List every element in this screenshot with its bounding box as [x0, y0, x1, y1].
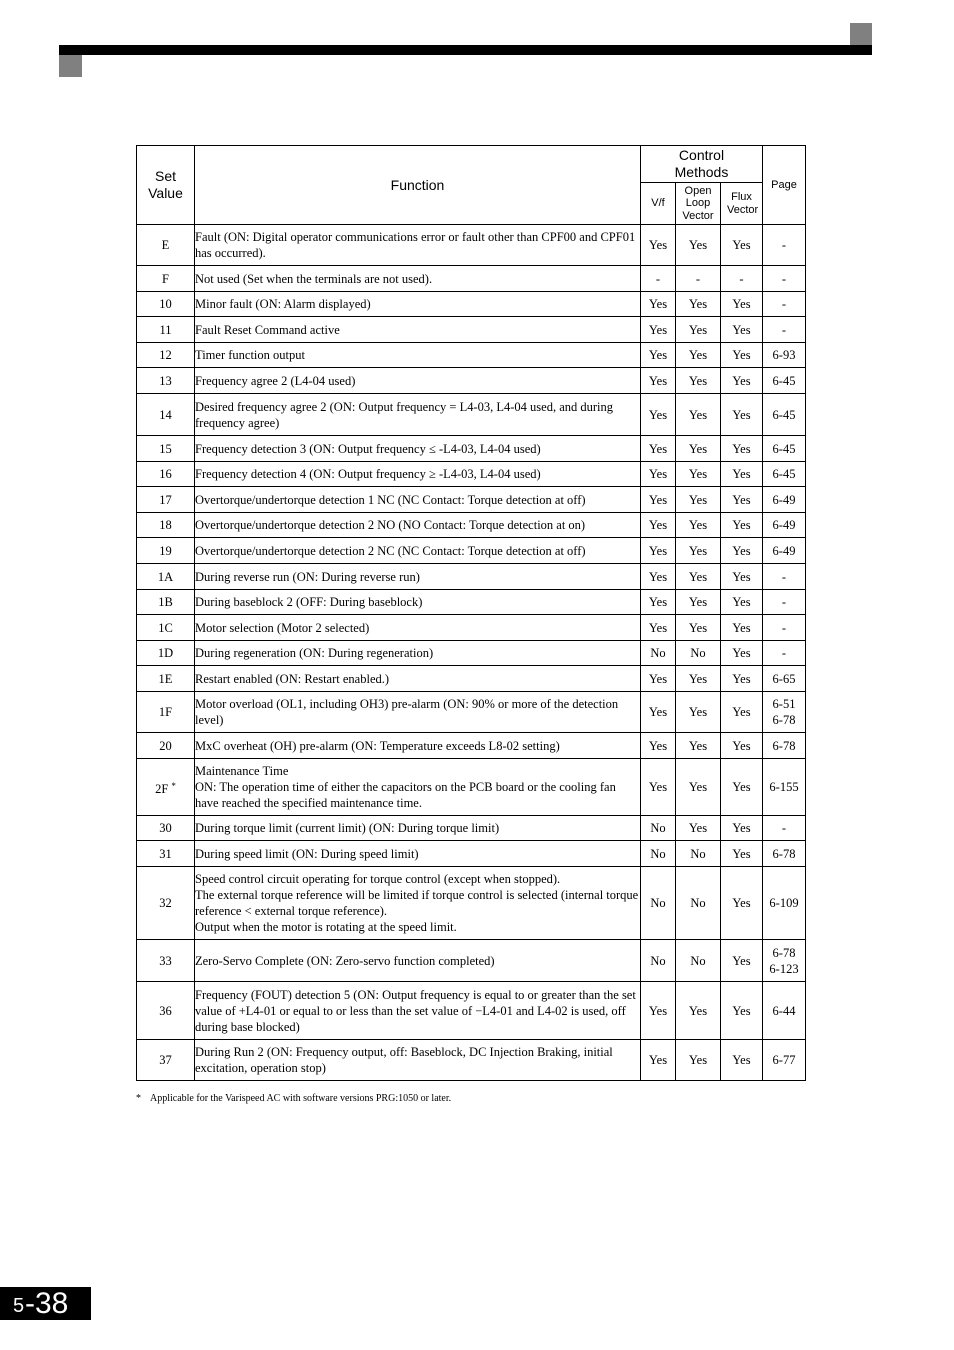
- page-ref-cell: -: [763, 564, 806, 590]
- set-value-cell: [137, 1040, 195, 1081]
- table-row: [137, 317, 806, 343]
- set-value-text: 32: [159, 896, 172, 910]
- function-cell: Timer function output: [195, 343, 641, 368]
- table-row: [137, 641, 806, 666]
- vf-cell: Yes: [641, 436, 676, 462]
- table-row: [137, 436, 806, 462]
- footnote-ref-mark: *: [171, 780, 176, 791]
- vf-cell: Yes: [641, 487, 676, 513]
- table-row: [137, 513, 806, 538]
- vf-cell: Yes: [641, 982, 676, 1040]
- set-value-cell: [137, 666, 195, 692]
- vf-cell: No: [641, 641, 676, 666]
- page-ref-cell: 6-49: [763, 538, 806, 564]
- set-value-cell: [137, 368, 195, 394]
- function-cell: Fault (ON: Digital operator communications error or fault other than CPF00 and CPF01 has occurred).: [195, 225, 641, 266]
- set-value-cell: [137, 462, 195, 487]
- flux-vector-cell: Yes: [721, 641, 763, 666]
- vf-cell: Yes: [641, 317, 676, 343]
- set-value-text: 14: [159, 407, 172, 422]
- table-row: [137, 368, 806, 394]
- open-loop-vector-cell: Yes: [676, 225, 721, 266]
- vf-cell: Yes: [641, 394, 676, 436]
- flux-vector-cell: Yes: [721, 759, 763, 816]
- function-cell: Minor fault (ON: Alarm displayed): [195, 292, 641, 317]
- vf-cell: Yes: [641, 615, 676, 641]
- set-value-cell: [137, 641, 195, 666]
- table-row: [137, 867, 806, 940]
- vf-cell: Yes: [641, 759, 676, 816]
- open-loop-vector-cell: Yes: [676, 462, 721, 487]
- col-header-control-methods: Control Methods: [641, 146, 763, 183]
- table-row: [137, 487, 806, 513]
- vf-cell: Yes: [641, 343, 676, 368]
- set-value-text: 1C: [158, 620, 173, 635]
- flux-vector-cell: Yes: [721, 368, 763, 394]
- flux-vector-cell: Yes: [721, 564, 763, 590]
- flux-vector-cell: Yes: [721, 940, 763, 982]
- footnote: [136, 1093, 451, 1105]
- set-value-cell: [137, 394, 195, 436]
- table-body: [137, 225, 806, 1081]
- page-ref-cell: 6-155: [763, 759, 806, 816]
- open-loop-vector-cell: Yes: [676, 292, 721, 317]
- vf-cell: Yes: [641, 462, 676, 487]
- table-row: [137, 394, 806, 436]
- function-cell: Frequency (FOUT) detection 5 (ON: Output frequency is equal to or greater than the set value of +L4-01 or equal to or less than the set value of −L4-01 and L4-02 is used, off during base blocked): [195, 982, 641, 1040]
- table-row: [137, 462, 806, 487]
- col-header-page: Page: [763, 146, 806, 225]
- set-value-text: 1B: [158, 595, 173, 609]
- flux-vector-cell: Yes: [721, 394, 763, 436]
- col-header-set-value: Set Value: [137, 146, 195, 225]
- page-ref-cell: 6-45: [763, 394, 806, 436]
- open-loop-vector-cell: Yes: [676, 513, 721, 538]
- page-ref-cell: 6-109: [763, 867, 806, 940]
- table-row: [137, 225, 806, 266]
- set-value-cell: [137, 615, 195, 641]
- set-value-text: 16: [159, 467, 172, 481]
- set-value-text: E: [161, 238, 170, 252]
- set-value-text: 20: [159, 738, 172, 753]
- set-value-cell: [137, 940, 195, 982]
- page-ref-cell: 6-77: [763, 1040, 806, 1081]
- open-loop-vector-cell: Yes: [676, 692, 721, 733]
- open-loop-vector-cell: Yes: [676, 615, 721, 641]
- open-loop-vector-cell: Yes: [676, 538, 721, 564]
- page-ref-cell: -: [763, 590, 806, 615]
- flux-vector-cell: Yes: [721, 487, 763, 513]
- set-value-cell: [137, 513, 195, 538]
- set-value-cell: [137, 343, 195, 368]
- set-value-cell: [137, 436, 195, 462]
- function-cell: During Run 2 (ON: Frequency output, off: Baseblock, DC Injection Braking, initial excitation, operation stop): [195, 1040, 641, 1081]
- set-value-text: 1E: [158, 671, 173, 686]
- set-value-table: [136, 145, 806, 1081]
- set-value-cell: [137, 225, 195, 266]
- footnote-mark: *: [136, 1093, 141, 1104]
- page-ref-cell: 6-49: [763, 487, 806, 513]
- table-row: [137, 615, 806, 641]
- set-value-text: 30: [159, 821, 172, 835]
- open-loop-vector-cell: No: [676, 867, 721, 940]
- corner-tab-left: [59, 55, 82, 77]
- vf-cell: Yes: [641, 666, 676, 692]
- page-ref-cell: 6-65: [763, 666, 806, 692]
- col-header-open-loop-vector: Open Loop Vector: [676, 183, 721, 225]
- set-value-cell: [137, 266, 195, 292]
- flux-vector-cell: Yes: [721, 816, 763, 841]
- set-value-text: 10: [159, 297, 172, 311]
- table-row: [137, 292, 806, 317]
- table-row: [137, 564, 806, 590]
- flux-vector-cell: Yes: [721, 317, 763, 343]
- page-ref-cell: 6-49: [763, 513, 806, 538]
- page-ref-cell: -: [763, 292, 806, 317]
- table-row: [137, 666, 806, 692]
- function-cell: During torque limit (current limit) (ON: During torque limit): [195, 816, 641, 841]
- set-value-text: 33: [159, 953, 172, 968]
- flux-vector-cell: Yes: [721, 343, 763, 368]
- function-cell: Maintenance Time ON: The operation time of either the capacitors on the PCB board or the cooling fan have reached the specified maintenance time.: [195, 759, 641, 816]
- flux-vector-cell: Yes: [721, 692, 763, 733]
- table-row: [137, 982, 806, 1040]
- flux-vector-cell: Yes: [721, 462, 763, 487]
- page-ref-cell: -: [763, 225, 806, 266]
- function-cell: During baseblock 2 (OFF: During baseblock): [195, 590, 641, 615]
- vf-cell: Yes: [641, 292, 676, 317]
- table-row: [137, 538, 806, 564]
- open-loop-vector-cell: Yes: [676, 564, 721, 590]
- col-header-vf: V/f: [641, 183, 676, 225]
- vf-cell: No: [641, 940, 676, 982]
- flux-vector-cell: Yes: [721, 733, 763, 759]
- set-value-text: 15: [159, 441, 172, 456]
- function-cell: During speed limit (ON: During speed limit): [195, 841, 641, 867]
- page-ref-cell: 6-78 6-123: [763, 940, 806, 982]
- col-header-function: Function: [195, 146, 641, 225]
- page-ref-cell: 6-45: [763, 436, 806, 462]
- vf-cell: No: [641, 867, 676, 940]
- open-loop-vector-cell: Yes: [676, 343, 721, 368]
- set-value-cell: [137, 759, 195, 816]
- set-value-text: 1D: [157, 646, 174, 660]
- set-value-text: 18: [159, 518, 172, 532]
- function-cell: Motor selection (Motor 2 selected): [195, 615, 641, 641]
- open-loop-vector-cell: Yes: [676, 759, 721, 816]
- open-loop-vector-cell: Yes: [676, 436, 721, 462]
- function-cell: Not used (Set when the terminals are not used).: [195, 266, 641, 292]
- flux-vector-cell: Yes: [721, 666, 763, 692]
- vf-cell: Yes: [641, 564, 676, 590]
- set-value-cell: [137, 867, 195, 940]
- set-value-text: 31: [159, 846, 172, 861]
- set-value-cell: [137, 538, 195, 564]
- page-ref-cell: -: [763, 641, 806, 666]
- open-loop-vector-cell: -: [676, 266, 721, 292]
- function-cell: Frequency detection 3 (ON: Output frequency ≤ -L4-03, L4-04 used): [195, 436, 641, 462]
- set-value-cell: [137, 564, 195, 590]
- table-row: [137, 266, 806, 292]
- table-row: [137, 816, 806, 841]
- table-row: [137, 343, 806, 368]
- function-cell: Overtorque/undertorque detection 1 NC (NC Contact: Torque detection at off): [195, 487, 641, 513]
- vf-cell: Yes: [641, 513, 676, 538]
- table-row: [137, 692, 806, 733]
- function-cell: Motor overload (OL1, including OH3) pre-alarm (ON: 90% or more of the detection level): [195, 692, 641, 733]
- vf-cell: Yes: [641, 692, 676, 733]
- table-row: [137, 1040, 806, 1081]
- table-row: [137, 759, 806, 816]
- open-loop-vector-cell: Yes: [676, 317, 721, 343]
- open-loop-vector-cell: No: [676, 641, 721, 666]
- vf-cell: Yes: [641, 733, 676, 759]
- page-ref-cell: 6-51 6-78: [763, 692, 806, 733]
- flux-vector-cell: -: [721, 266, 763, 292]
- function-cell: During regeneration (ON: During regeneration): [195, 641, 641, 666]
- table-row: [137, 940, 806, 982]
- set-value-cell: [137, 841, 195, 867]
- flux-vector-cell: Yes: [721, 538, 763, 564]
- function-cell: Zero-Servo Complete (ON: Zero-servo function completed): [195, 940, 641, 982]
- footnote-text: Applicable for the Varispeed AC with software versions PRG:1050 or later.: [150, 1093, 452, 1104]
- set-value-text: 11: [159, 322, 172, 337]
- set-value-text: F: [162, 271, 169, 286]
- function-cell: Desired frequency agree 2 (ON: Output frequency = L4-03, L4-04 used, and during frequency agree): [195, 394, 641, 436]
- set-value-text: 19: [159, 543, 172, 558]
- set-value-text: 1F: [158, 705, 173, 719]
- page-ref-cell: 6-78: [763, 841, 806, 867]
- function-cell: Frequency agree 2 (L4-04 used): [195, 368, 641, 394]
- page-ref-cell: 6-78: [763, 733, 806, 759]
- flux-vector-cell: Yes: [721, 292, 763, 317]
- function-cell: Restart enabled (ON: Restart enabled.): [195, 666, 641, 692]
- set-value-text: 37: [159, 1053, 172, 1067]
- vf-cell: Yes: [641, 590, 676, 615]
- col-header-flux-vector: Flux Vector: [721, 183, 763, 225]
- vf-cell: -: [641, 266, 676, 292]
- table-row: [137, 733, 806, 759]
- page-ref-cell: -: [763, 615, 806, 641]
- function-cell: Speed control circuit operating for torque control (except when stopped). The external torque reference will be limited if torque control is selected (internal torque reference < external torque reference). Output when the motor is rotating at the speed limit.: [195, 867, 641, 940]
- table-row: [137, 841, 806, 867]
- set-value-text: 2F: [155, 781, 169, 796]
- corner-tab-right: [850, 23, 872, 45]
- open-loop-vector-cell: Yes: [676, 982, 721, 1040]
- open-loop-vector-cell: Yes: [676, 394, 721, 436]
- page-ref-cell: 6-45: [763, 368, 806, 394]
- open-loop-vector-cell: Yes: [676, 590, 721, 615]
- set-value-cell: [137, 590, 195, 615]
- vf-cell: No: [641, 816, 676, 841]
- vf-cell: No: [641, 841, 676, 867]
- page-ref-cell: -: [763, 317, 806, 343]
- flux-vector-cell: Yes: [721, 867, 763, 940]
- page-ref-cell: -: [763, 266, 806, 292]
- set-value-cell: [137, 733, 195, 759]
- open-loop-vector-cell: Yes: [676, 1040, 721, 1081]
- page-ref-cell: 6-44: [763, 982, 806, 1040]
- open-loop-vector-cell: Yes: [676, 666, 721, 692]
- page-ref-cell: -: [763, 816, 806, 841]
- table-row: [137, 590, 806, 615]
- function-cell: Overtorque/undertorque detection 2 NC (NC Contact: Torque detection at off): [195, 538, 641, 564]
- set-value-cell: [137, 982, 195, 1040]
- open-loop-vector-cell: No: [676, 940, 721, 982]
- open-loop-vector-cell: Yes: [676, 487, 721, 513]
- flux-vector-cell: Yes: [721, 615, 763, 641]
- vf-cell: Yes: [641, 368, 676, 394]
- flux-vector-cell: Yes: [721, 841, 763, 867]
- function-cell: During reverse run (ON: During reverse run): [195, 564, 641, 590]
- header-rule: [59, 45, 872, 55]
- page-number: -38: [25, 1287, 69, 1320]
- flux-vector-cell: Yes: [721, 590, 763, 615]
- function-cell: Fault Reset Command active: [195, 317, 641, 343]
- vf-cell: Yes: [641, 538, 676, 564]
- page-number-badge: [0, 1287, 91, 1320]
- set-value-cell: [137, 692, 195, 733]
- flux-vector-cell: Yes: [721, 436, 763, 462]
- set-value-text: 13: [159, 373, 172, 388]
- flux-vector-cell: Yes: [721, 1040, 763, 1081]
- vf-cell: Yes: [641, 1040, 676, 1081]
- set-value-cell: [137, 487, 195, 513]
- open-loop-vector-cell: No: [676, 841, 721, 867]
- page-ref-cell: 6-45: [763, 462, 806, 487]
- set-value-cell: [137, 317, 195, 343]
- flux-vector-cell: Yes: [721, 225, 763, 266]
- page-ref-cell: 6-93: [763, 343, 806, 368]
- function-cell: Frequency detection 4 (ON: Output frequency ≥ -L4-03, L4-04 used): [195, 462, 641, 487]
- vf-cell: Yes: [641, 225, 676, 266]
- open-loop-vector-cell: Yes: [676, 368, 721, 394]
- flux-vector-cell: Yes: [721, 513, 763, 538]
- open-loop-vector-cell: Yes: [676, 816, 721, 841]
- function-cell: Overtorque/undertorque detection 2 NO (NO Contact: Torque detection at on): [195, 513, 641, 538]
- set-value-cell: [137, 292, 195, 317]
- set-value-text: 36: [159, 1003, 172, 1018]
- set-value-text: 1A: [157, 569, 174, 584]
- set-value-cell: [137, 816, 195, 841]
- chapter-number: 5: [13, 1295, 25, 1317]
- function-cell: MxC overheat (OH) pre-alarm (ON: Temperature exceeds L8-02 setting): [195, 733, 641, 759]
- set-value-text: 12: [159, 348, 172, 362]
- flux-vector-cell: Yes: [721, 982, 763, 1040]
- open-loop-vector-cell: Yes: [676, 733, 721, 759]
- set-value-text: 17: [159, 492, 172, 507]
